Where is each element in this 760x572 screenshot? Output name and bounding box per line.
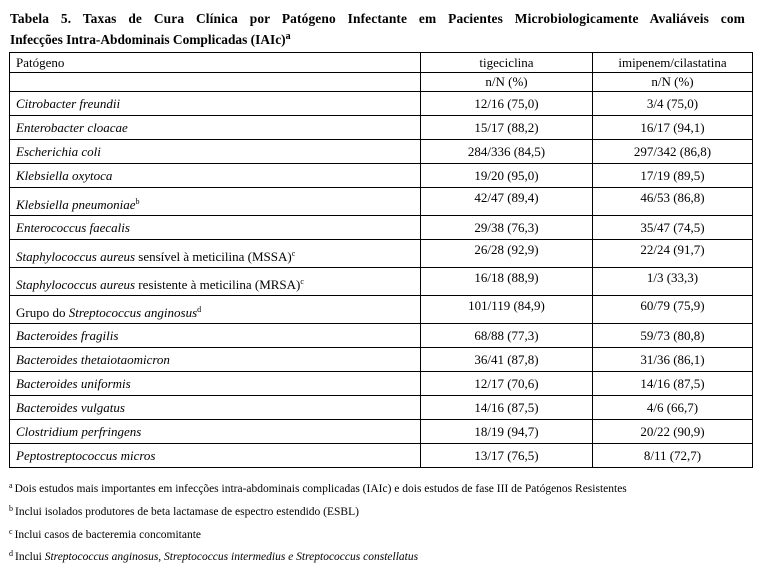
imipenem-value: 35/47 (74,5) — [593, 216, 753, 240]
imipenem-value: 60/79 (75,9) — [593, 296, 753, 324]
tigeciclina-value: 15/17 (88,2) — [421, 116, 593, 140]
pathogen-qualifier: resistente à meticilina (MRSA) — [135, 277, 301, 292]
pathogen-name: Enterococcus faecalis — [16, 219, 130, 235]
header-unit-row — [10, 73, 753, 92]
tigeciclina-value: 42/47 (89,4) — [421, 188, 593, 216]
table-row — [10, 348, 753, 372]
footnote-a-mark: a — [9, 481, 13, 490]
table-row — [10, 92, 753, 116]
table-row — [10, 116, 753, 140]
tigeciclina-value: 19/20 (95,0) — [421, 164, 593, 188]
pathogen-cell — [10, 444, 421, 468]
footnote-b — [9, 506, 359, 518]
table-title — [10, 8, 745, 50]
footnote-b-text: Inclui isolados produtores de beta lactamase de espectro estendido (ESBL) — [15, 506, 359, 518]
table-row — [10, 240, 753, 268]
imipenem-value: 22/24 (91,7) — [593, 240, 753, 268]
tigeciclina-value: 14/16 (87,5) — [421, 396, 593, 420]
imipenem-value: 46/53 (86,8) — [593, 188, 753, 216]
cure-rates-table — [9, 52, 753, 468]
imipenem-value: 59/73 (80,8) — [593, 324, 753, 348]
footnote-mark: c — [291, 249, 296, 258]
pathogen-name: Peptostreptococcus micros — [16, 447, 156, 463]
pathogen-name: Staphylococcus aureus — [16, 277, 136, 292]
imipenem-value: 8/11 (72,7) — [593, 444, 753, 468]
footnote-a — [9, 483, 627, 495]
pathogen-cell — [10, 240, 421, 268]
header-unit-imipenem: n/N (%) — [593, 73, 753, 92]
footnote-d — [9, 551, 418, 563]
tigeciclina-value: 68/88 (77,3) — [421, 324, 593, 348]
pathogen-cell — [10, 396, 421, 420]
pathogen-name: Staphylococcus aureus — [16, 249, 136, 264]
pathogen-cell — [10, 348, 421, 372]
imipenem-value: 16/17 (94,1) — [593, 116, 753, 140]
footnote-d-species: Streptococcus anginosus, Streptococcus intermedius e Streptococcus constellatus — [44, 551, 419, 563]
imipenem-value: 14/16 (87,5) — [593, 372, 753, 396]
pathogen-cell — [10, 140, 421, 164]
pathogen-qualifier: sensível à meticilina (MSSA) — [135, 249, 292, 264]
pathogen-name: Enterobacter cloacae — [16, 119, 128, 135]
imipenem-value: 31/36 (86,1) — [593, 348, 753, 372]
pathogen-cell — [10, 92, 421, 116]
table-row — [10, 216, 753, 240]
pathogen-prefix: Grupo do — [16, 305, 69, 320]
header-unit-tigeciclina: n/N (%) — [421, 73, 593, 92]
pathogen-cell — [10, 268, 421, 296]
pathogen-name: Clostridium perfringens — [16, 423, 142, 439]
tigeciclina-value: 36/41 (87,8) — [421, 348, 593, 372]
table-row — [10, 164, 753, 188]
table-row — [10, 396, 753, 420]
tigeciclina-value: 284/336 (84,5) — [421, 140, 593, 164]
table-row — [10, 420, 753, 444]
pathogen-name: Streptococcus anginosus — [68, 305, 198, 320]
tigeciclina-value: 18/19 (94,7) — [421, 420, 593, 444]
table-row — [10, 372, 753, 396]
imipenem-value: 20/22 (90,9) — [593, 420, 753, 444]
imipenem-value: 1/3 (33,3) — [593, 268, 753, 296]
pathogen-cell — [10, 420, 421, 444]
table-row — [10, 324, 753, 348]
pathogen-name: Klebsiella pneumoniae — [16, 197, 136, 212]
tigeciclina-value: 12/17 (70,6) — [421, 372, 593, 396]
table-row — [10, 444, 753, 468]
tigeciclina-value: 26/28 (92,9) — [421, 240, 593, 268]
table-row — [10, 296, 753, 324]
tigeciclina-value: 101/119 (84,9) — [421, 296, 593, 324]
table-row — [10, 268, 753, 296]
table-title-line-1: Tabela 5. Taxas de Cura Clínica por Patógeno Infectante em Pacientes Microbiologicamente Avaliáveis com — [10, 11, 745, 26]
pathogen-cell — [10, 216, 421, 240]
pathogen-cell — [10, 324, 421, 348]
tigeciclina-value: 13/17 (76,5) — [421, 444, 593, 468]
table-row — [10, 140, 753, 164]
pathogen-cell — [10, 188, 421, 216]
footnote-mark: c — [300, 277, 304, 286]
pathogen-name: Escherichia coli — [16, 143, 101, 159]
pathogen-cell — [10, 164, 421, 188]
header-pathogen: Patógeno — [10, 53, 421, 73]
pathogen-name: Citrobacter freundii — [16, 95, 121, 111]
table-title-line-2: Infecções Intra-Abdominais Complicadas (IAIc) — [10, 32, 286, 47]
pathogen-name: Bacteroides thetaiotaomicron — [16, 351, 170, 367]
footnote-a-text: Dois estudos mais importantes em infecções intra-abdominais complicadas (IAIc) e dois estudos de fase III de Patógenos Resistentes — [14, 483, 627, 495]
footnote-mark: d — [197, 305, 202, 314]
header-tigeciclina: tigeciclina — [421, 53, 593, 73]
footnote-c-mark: c — [9, 527, 13, 536]
header-unit-empty — [10, 73, 421, 92]
footnote-d-mark: d — [9, 549, 13, 558]
title-footnote-mark: a — [285, 31, 291, 42]
pathogen-cell — [10, 372, 421, 396]
pathogen-cell — [10, 116, 421, 140]
pathogen-name: Klebsiella oxytoca — [16, 167, 113, 183]
tigeciclina-value: 16/18 (88,9) — [421, 268, 593, 296]
imipenem-value: 17/19 (89,5) — [593, 164, 753, 188]
tigeciclina-value: 29/38 (76,3) — [421, 216, 593, 240]
imipenem-value: 297/342 (86,8) — [593, 140, 753, 164]
imipenem-value: 3/4 (75,0) — [593, 92, 753, 116]
tigeciclina-value: 12/16 (75,0) — [421, 92, 593, 116]
pathogen-name: Bacteroides uniformis — [16, 375, 131, 391]
footnote-b-mark: b — [9, 504, 13, 513]
footnote-c-text: Inclui casos de bacteremia concomitante — [14, 529, 202, 541]
pathogen-name: Bacteroides vulgatus — [16, 399, 125, 415]
pathogen-cell — [10, 296, 421, 324]
imipenem-value: 4/6 (66,7) — [593, 396, 753, 420]
footnote-mark: b — [135, 197, 140, 206]
header-row — [10, 53, 753, 73]
pathogen-name: Bacteroides fragilis — [16, 327, 119, 343]
header-imipenem: imipenem/cilastatina — [593, 53, 753, 73]
footnote-c — [9, 529, 201, 541]
footnote-d-prefix: Inclui — [15, 551, 45, 563]
table-row — [10, 188, 753, 216]
